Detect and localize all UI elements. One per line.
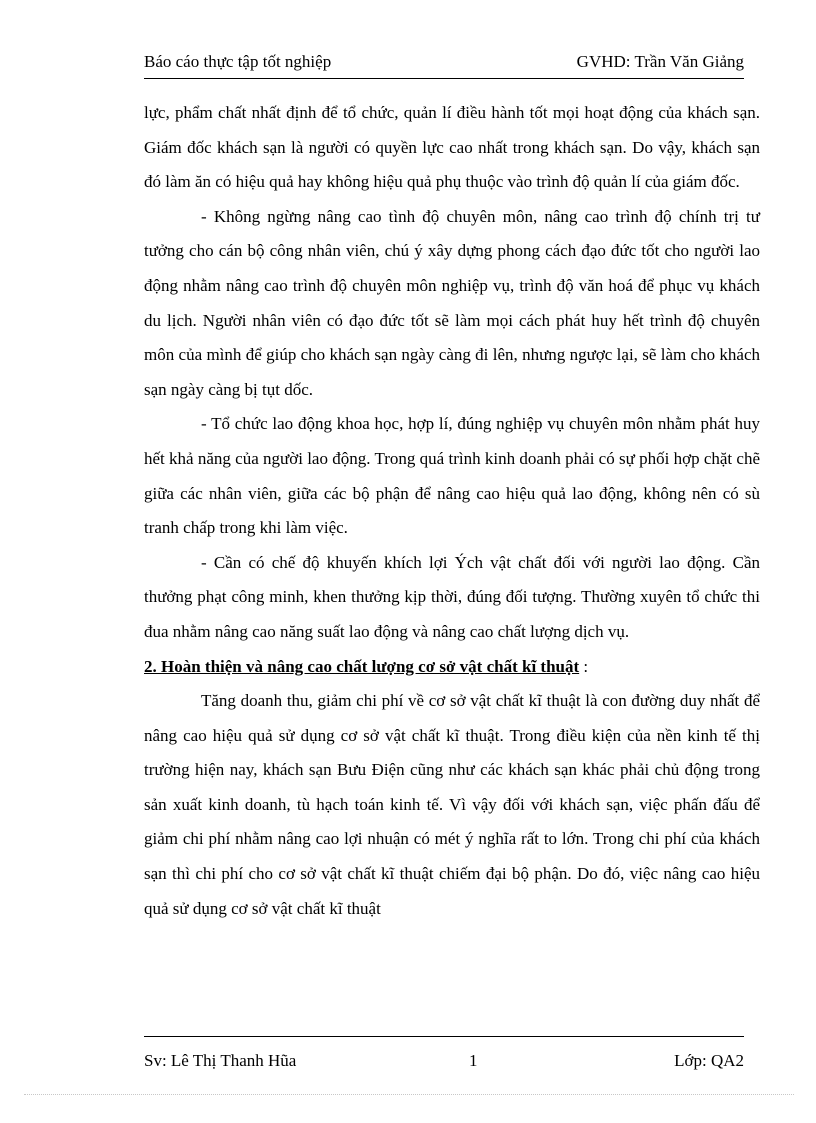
paragraph-facilities: Tăng doanh thu, giảm chi phí về cơ sở vật chất kĩ thuật là con đường duy nhất để nâng cao hiệu quả sử dụng cơ sở vật chất kĩ thuật. Trong điều kiện của nền kinh tế thị trường hiện nay, khách sạn Bưu Điện cũng như các khách sạn khác phải chủ động trong sản xuất kinh doanh, tù hạch toán kinh tế. Vì vậy đối với khách sạn, việc phấn đấu để giảm chi phí nhằm nâng cao lợi nhuận có mét ý nghĩa rất to lớn. Trong chi phí của khách sạn thì chi phí cho cơ sở vật chất kĩ thuật chiếm đại bộ phận. Do đó, việc nâng cao hiệu quả sử dụng cơ sở vật chất kĩ thuật [144,691,760,918]
document-body [144,96,760,926]
paragraph-organization: - Tổ chức lao động khoa học, hợp lí, đúng nghiệp vụ chuyên môn nhằm phát huy hết khả năng của người lao động. Trong quá trình kinh doanh phải có sự phối hợp chặt chẽ giữa các nhân viên, giữa các bộ phận để nâng cao hiệu quả lao động, không nên có sù tranh chấp trong khi làm việc. [144,414,760,538]
page-bottom-edge [24,1094,794,1095]
class-name: Lớp: QA2 [674,1051,744,1070]
footer-divider [144,1036,744,1037]
paragraph-training: - Không ngừng nâng cao tình độ chuyên môn, nâng cao trình độ chính trị tư tưởng cho cán bộ công nhân viên, chú ý xây dựng phong cách đạo đức tốt cho người lao động nhằm nâng cao trình độ chuyên môn nghiệp vụ, trình độ văn hoá để phục vụ khách du lịch. Người nhân viên có đạo đức tốt sẽ làm mọi cách phát huy hết trình độ chuyên môn của mình để giúp cho khách sạn ngày càng đi lên, nhưng ngược lại, sẽ làm cho khách sạn ngày càng bị tụt dốc. [144,206,760,399]
student-name: Sv: Lê Thị Thanh Hũa [144,1051,297,1070]
advisor-name: GVHD: Trần Văn Giảng [576,52,744,71]
section-heading-colon: : [579,656,589,676]
paragraph-continuation: lực, phẩm chất nhất định để tổ chức, quản lí điều hành tốt mọi hoạt động của khách sạn. Giám đốc khách sạn là người có quyền lực cao nhất trong khách sạn. Do vậy, khách sạn đó làm ăn có hiệu quả hay không hiệu quả phụ thuộc vào trình độ quản lí của giám đốc. [144,103,760,192]
section-heading-text: 2. Hoàn thiện và nâng cao chất lượng cơ sở vật chất kĩ thuật [144,656,580,676]
page-number: 1 [469,1051,478,1070]
report-title: Báo cáo thực tập tốt nghiệp [144,52,332,71]
paragraph-incentives: - Cần có chế độ khuyến khích lợi Ých vật chất đối với người lao động. Cần thưởng phạt công minh, khen thưởng kịp thời, đúng đối tượng. Thường xuyên tổ chức thi đua nhằm nâng cao năng suất lao động và nâng cao chất lượng dịch vụ. [144,552,760,641]
page-header [144,52,744,79]
page-footer [144,1051,744,1073]
section-heading [144,650,760,685]
